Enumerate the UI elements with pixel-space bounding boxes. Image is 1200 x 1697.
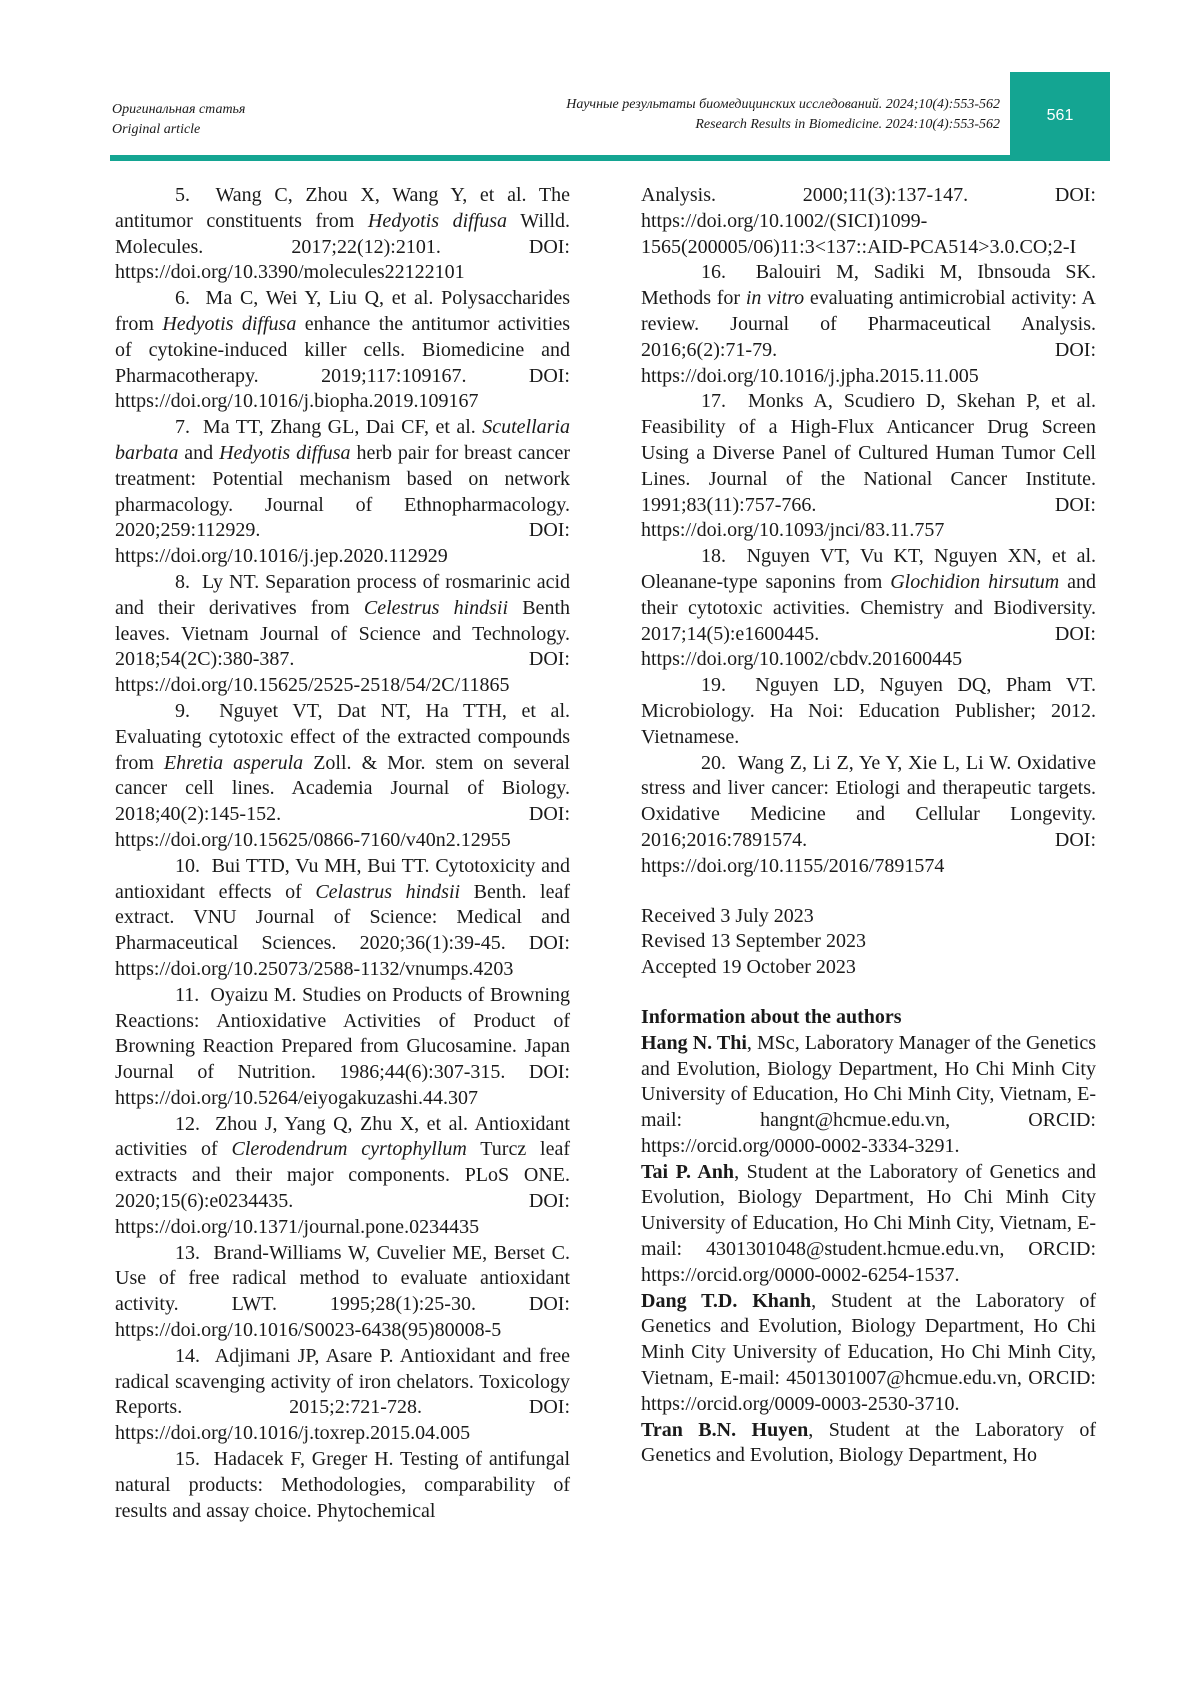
reference-number: 19.: [701, 674, 756, 697]
reference-item: [641, 673, 1096, 750]
author-details: , MSc, Laboratory Manager of the Genetics and Evolution, Biology Department, Ho Chi Minh City University of Education, Ho Chi Minh City, Vietnam, E-mail: hangnt@hcmue.edu.vn, ORCID: https://orcid.org/0000-0002-3334-3291.: [641, 1031, 1096, 1157]
author-name: Dang T.D. Khanh: [641, 1289, 812, 1312]
reference-text: Turcz leaf extracts and their major components. PLoS ONE. 2020;15(6):e0234435. DOI: https://doi.org/10.1371/journal.pone.0234435: [115, 1138, 570, 1238]
reference-text: herb pair for breast cancer treatment: Potential mechanism based on network pharmacology. Journal of Ethnopharmacology. 2020;259:112929. DOI: https://doi.org/10.1016/j.jep.2020.112929: [115, 441, 570, 568]
references-left-column: [115, 183, 570, 1524]
reference-text: Zoll. & Mor. stem on several cancer cell lines. Academia Journal of Biology. 2018;40(2):145-152. DOI: https://doi.org/10.15625/0866-7160/v40n2.12955: [115, 751, 570, 851]
reference-text: Nguyen VT, Vu KT, Nguyen XN, et al. Oleanane-type saponins from: [641, 545, 1097, 593]
reference-text: and: [178, 441, 220, 464]
reference-text: Nguyen LD, Nguyen DQ, Pham VT. Microbiology. Ha Noi: Education Publisher; 2012. Vietnamese.: [641, 674, 1097, 748]
author-name: Hang N. Thi: [641, 1031, 747, 1054]
references-right-column: [641, 183, 1096, 880]
reference-item: [641, 544, 1096, 673]
header-rule: [110, 155, 1110, 161]
reference-item: [641, 389, 1096, 544]
article-dates: [641, 904, 1096, 981]
reference-text: Monks A, Scudiero D, Skehan P, et al. Feasibility of a High-Flux Anticancer Drug Screen Using a Diverse Panel of Cultured Human Tumor Cell Lines. Journal of the National Cancer Institute. 1991;83(11):757-766. DOI: https://doi.org/10.1093/jnci/83.11.757: [641, 390, 1097, 542]
reference-number: 14.: [175, 1344, 215, 1367]
article-type-en: Original article: [112, 122, 201, 137]
reference-number: 10.: [175, 854, 212, 877]
reference-number: 13.: [175, 1241, 214, 1264]
author-details: , Student at the Laboratory of Genetics and Evolution, Biology Department, Ho Chi Minh City University of Education, Ho Chi Minh City, Vietnam, E-mail: 4501301007@hcmue.edu.vn, ORCID: https://orcid.org/0009-0003-2530-3710.: [641, 1289, 1096, 1415]
reference-item: [115, 415, 570, 570]
author-entry: [641, 1289, 1096, 1418]
reference-species-name: Hedyotis diffusa: [219, 441, 351, 464]
reference-text: Analysis. 2000;11(3):137-147. DOI: https://doi.org/10.1002/(SICI)1099-1565(200005/06)11:3<137::AID-PCA514>3.0.CO;2-I: [641, 184, 1096, 258]
reference-species-name: Hedyotis diffusa: [367, 209, 508, 232]
reference-species-name: Hedyotis diffusa: [162, 312, 297, 335]
reference-species-name: Clerodendrum cyrtophyllum: [231, 1138, 467, 1161]
journal-citation: [566, 95, 1000, 135]
reference-species-name: Celastrus hindsii: [315, 880, 461, 903]
reference-number: 5.: [175, 184, 216, 206]
revised-date: Revised 13 September 2023: [641, 930, 866, 953]
reference-text: and their cytotoxic activities. Chemistry and Biodiversity. 2017;14(5):e1600445. DOI: https://doi.org/10.1002/cbdv.201600445: [641, 570, 1096, 671]
reference-number: 20.: [701, 751, 738, 774]
reference-item: [115, 570, 570, 699]
reference-number: 17.: [701, 390, 748, 413]
reference-number: 7.: [175, 416, 203, 439]
reference-number: 6.: [175, 287, 206, 310]
reference-text: Ma C, Wei Y, Liu Q, et al. Polysaccharides from: [115, 287, 571, 335]
reference-species-name: Celestrus hindsii: [363, 596, 509, 619]
page-number: 561: [1046, 107, 1074, 124]
received-date: Received 3 July 2023: [641, 904, 814, 927]
reference-item: [641, 183, 1096, 260]
journal-citation-en: Research Results in Biomedicine. 2024:10(4):553-562: [695, 117, 1000, 132]
reference-number: 8.: [175, 570, 202, 593]
reference-text: Nguyet VT, Dat NT, Ha TTH, et al. Evaluating cytotoxic effect of the extracted compounds from: [115, 699, 570, 774]
reference-text: Bui TTD, Vu MH, Bui TT. Cytotoxicity and antioxidant effects of: [115, 854, 571, 903]
reference-item: [115, 983, 570, 1112]
reference-number: 18.: [701, 545, 747, 568]
reference-number: 11.: [175, 983, 211, 1006]
reference-text: Hadacek F, Greger H. Testing of antifungal natural products: Methodologies, comparability of results and assay choice. Phytochemical: [115, 1448, 570, 1522]
reference-item: [115, 1344, 570, 1447]
reference-item: [641, 751, 1096, 880]
authors-heading: Information about the authors: [641, 1005, 902, 1028]
reference-number: 15.: [175, 1448, 214, 1471]
author-entry: [641, 1031, 1096, 1160]
reference-text: Benth. leaf extract. VNU Journal of Science: Medical and Pharmaceutical Sciences. 2020;36(1):39-45. DOI: https://doi.org/10.25073/2588-1132/vnumps.4203: [115, 880, 570, 980]
reference-number: 16.: [701, 261, 756, 284]
reference-text: Brand-Williams W, Cuvelier ME, Berset C. Use of free radical method to evaluate antioxidant activity. LWT. 1995;28(1):25-30. DOI: https://doi.org/10.1016/S0023-6438(95)80008-5: [115, 1241, 570, 1342]
reference-item: [115, 854, 570, 983]
article-type: [112, 100, 245, 140]
reference-item: [115, 1447, 570, 1524]
reference-species-name: Scutellaria barbata: [115, 416, 571, 464]
reference-text: Benth leaves. Vietnam Journal of Science and Technology. 2018;54(2C):380-387. DOI: https://doi.org/10.15625/2525-2518/54/2C/11865: [115, 596, 570, 697]
reference-number: 12.: [175, 1112, 215, 1135]
reference-number: 9.: [175, 699, 220, 722]
reference-species-name: Glochidion hirsutum: [890, 570, 1060, 593]
reference-item: [115, 286, 570, 415]
reference-text: Zhou J, Yang Q, Zhu X, et al. Antioxidant activities of: [115, 1112, 570, 1161]
reference-text: Ly NT. Separation process of rosmarinic acid and their derivatives from: [115, 570, 571, 619]
author-name: Tran B.N. Huyen: [641, 1418, 809, 1441]
author-entry: [641, 1418, 1096, 1470]
article-type-ru: Оригинальная статья: [112, 102, 246, 117]
reference-text: Willd. Molecules. 2017;22(12):2101. DOI: https://doi.org/10.3390/molecules22122101: [115, 209, 571, 284]
reference-text: enhance the antitumor activities of cytokine-induced killer cells. Biomedicine and Pharmacotherapy. 2019;117:109167. DOI: https://doi.org/10.1016/j.biopha.2019.109167: [115, 312, 571, 413]
reference-species-name: in vitro: [745, 287, 805, 310]
page-number-badge: [1010, 72, 1110, 160]
reference-item: [115, 1112, 570, 1241]
right-column: [641, 183, 1096, 1469]
author-entry: [641, 1160, 1096, 1289]
author-details: , Student at the Laboratory of Genetics and Evolution, Biology Department, Ho Chi Minh City University of Education, Ho Chi Minh City, Vietnam, E-mail: 4301301048@student.hcmue.edu.vn, ORCID: https://orcid.org/0000-0002-6254-1537.: [641, 1160, 1096, 1286]
accepted-date: Accepted 19 October 2023: [641, 956, 856, 979]
journal-citation-ru: Научные результаты биомедицинских исследований. 2024;10(4):553-562: [566, 97, 1000, 112]
reference-text: Adjimani JP, Asare P. Antioxidant and free radical scavenging activity of iron chelators. Toxicology Reports. 2015;2:721-728. DOI: https://doi.org/10.1016/j.toxrep.2015.04.005: [115, 1344, 570, 1445]
reference-item: [115, 183, 570, 286]
reference-species-name: Ehretia asperula: [163, 751, 304, 774]
reference-item: [641, 260, 1096, 389]
authors-list: [641, 1031, 1096, 1470]
reference-text: Wang Z, Li Z, Ye Y, Xie L, Li W. Oxidative stress and liver cancer: Etiologi and therapeutic targets. Oxidative Medicine and Cellular Longevity. 2016;2016:7891574. DOI: https://doi.org/10.1155/2016/7891574: [641, 751, 1097, 877]
reference-text: Oyaizu M. Studies on Products of Browning Reactions: Antioxidative Activities of Product of Browning Reaction Prepared from Glucosamine. Japan Journal of Nutrition. 1986;44(6):307-315. DOI: https://doi.org/10.5264/eiyogakuzashi.44.307: [115, 983, 570, 1109]
reference-text: Ma TT, Zhang GL, Dai CF, et al.: [202, 416, 483, 439]
reference-item: [115, 699, 570, 854]
author-name: Tai P. Anh: [641, 1160, 735, 1183]
reference-text: evaluating antimicrobial activity: A review. Journal of Pharmaceutical Analysis. 2016;6(2):71-79. DOI: https://doi.org/10.1016/j.jpha.2015.11.005: [641, 287, 1096, 387]
reference-text: Wang C, Zhou X, Wang Y, et al. The antitumor constituents from: [115, 184, 570, 232]
reference-text: Balouiri M, Sadiki M, Ibnsouda SK. Methods for: [641, 261, 1096, 310]
reference-item: [115, 1241, 570, 1344]
author-details: , Student at the Laboratory of Genetics and Evolution, Biology Department, Ho: [641, 1418, 1096, 1467]
